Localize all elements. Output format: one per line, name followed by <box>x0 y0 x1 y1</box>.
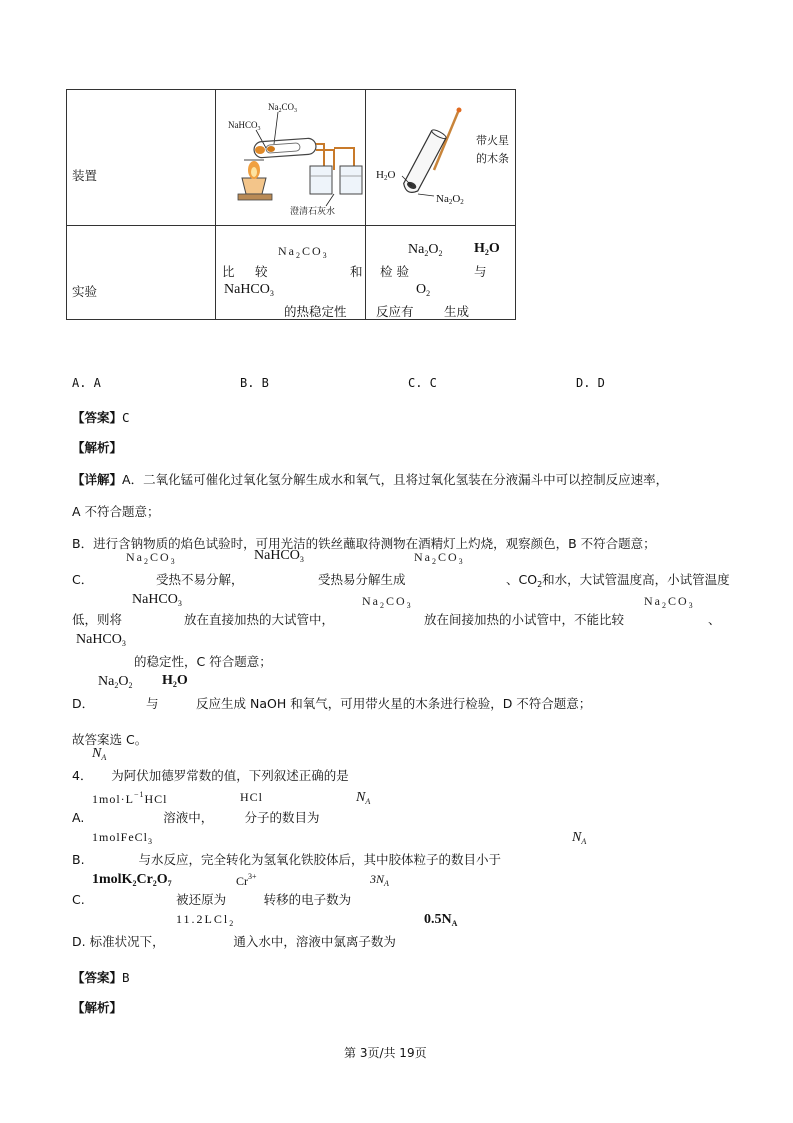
detail-c-line3: 的稳定性，C 符合题意； <box>134 654 272 669</box>
nahco3-formula-c2: NaHCO$_3$ <box>132 592 182 608</box>
na2o2-formula-d: $Na_2O_2$ <box>98 674 133 690</box>
detail-c-line1: C． 受热不易分解， 受热易分解生成 、$CO_2$和水，大试管温度高，小试管温度 <box>72 572 730 589</box>
heating-apparatus-diagram <box>216 90 365 226</box>
nahco3-formula-c1: NaHCO$_3$ <box>254 548 304 564</box>
apparatus-table <box>66 89 516 320</box>
experiment-d-cell <box>366 226 516 320</box>
generate-text: 生成 <box>444 304 470 319</box>
q4-option-a: A. 溶液中， 分子的数目为 <box>72 810 320 825</box>
na2o2-test-diagram <box>366 90 515 226</box>
q4-c-3na: $3N_A$ <box>370 872 389 888</box>
answer-2: 【答案】B <box>72 970 130 985</box>
na2co3-formula-c2: $Na_2CO_3$ <box>414 550 465 566</box>
q4-option-d: D. 标准状况下， 通入水中，溶液中氯离子数为 <box>72 934 396 949</box>
q4-c-formula: $1molK_2Cr_2O_7$ <box>92 872 172 888</box>
h2o-formula: $H_2O$ <box>474 241 500 257</box>
svg-text:Na2O2: Na2O2 <box>436 193 464 206</box>
option-a: A. A <box>72 376 101 390</box>
row-label-cell <box>67 90 216 226</box>
detail-a-line2: A 不符合题意； <box>72 504 160 519</box>
page-footer: 第 3页/共 19页 <box>344 1046 427 1060</box>
react-text: 反应有 <box>376 304 414 319</box>
compare-text: 比 较 <box>222 264 272 279</box>
option-d: D. D <box>576 376 605 390</box>
svg-text:Na2CO3: $Na_2CO_3$ <box>268 102 298 114</box>
row-label-cell-2 <box>67 226 216 320</box>
q4-a-hcl: HCl <box>240 790 264 804</box>
na2co3-formula-c4: $Na_2CO_3$ <box>644 594 695 610</box>
q4-b-na: $N_A$ <box>572 830 587 846</box>
analysis-1-heading: 【解析】 <box>72 440 123 455</box>
o2-formula: $O_2$ <box>416 282 431 298</box>
detail-d-line: D． 与 反应生成 NaOH 和氧气，可用带火星的木条进行检验，D 不符合题意； <box>72 696 592 711</box>
conclusion: 故答案选 C。 <box>72 732 148 747</box>
svg-text:的木条: 的木条 <box>476 152 509 165</box>
detail-a-line1: 【详解】A．二氧化锰可催化过氧化氢分解生成水和氧气，且将过氧化氢装在分液漏斗中可以控制反应速率， <box>72 472 669 487</box>
with-text: 与 <box>474 264 487 279</box>
q4-a-formula: $1mol\cdot L^{-1}HCl$ <box>92 790 168 806</box>
detail-c-t2: 受热易分解生成 <box>318 572 406 587</box>
and-text: 和 <box>350 264 363 279</box>
check-text: 检验 <box>380 264 414 279</box>
q4-d-05na: $0.5N_A$ <box>424 912 458 928</box>
h2o-formula-d: $H_2O$ <box>162 673 188 689</box>
q4-stem: 4． 为阿伏加德罗常数的值，下列叙述正确的是 <box>72 768 349 783</box>
nahco3-formula-c3: NaHCO$_3$ <box>76 632 126 648</box>
row1-label: 装置 <box>72 168 98 183</box>
q4-option-c: C. 被还原为 转移的电子数为 <box>72 892 352 907</box>
apparatus-d-cell <box>366 90 516 226</box>
q4-c-cr: $Cr^{3+}$ <box>236 872 257 888</box>
na2co3-formula-c1: $Na_2CO_3$ <box>126 550 177 566</box>
q4-a-na: $N_A$ <box>356 790 371 806</box>
svg-text:NaHCO3: NaHCO$_3$ <box>228 120 261 132</box>
q4-d-formula: 11.2LCl$_2$ <box>176 912 236 928</box>
detail-c-line2: 低，则将 放在直接加热的大试管中， 放在间接加热的小试管中，不能比较 、 <box>72 612 721 627</box>
svg-text:H2O: H2O <box>376 169 396 182</box>
thermal-stability-text: 的热稳定性 <box>284 304 347 319</box>
option-c: C. C <box>408 376 437 390</box>
na-symbol: $N_A$ <box>92 746 107 762</box>
analysis-2-heading: 【解析】 <box>72 1000 123 1015</box>
q4-b-formula: 1molFeCl$_3$ <box>92 830 154 846</box>
apparatus-c-cell <box>216 90 366 226</box>
option-b: B. B <box>240 376 269 390</box>
svg-text:澄清石灰水: 澄清石灰水 <box>290 207 336 217</box>
answer-1: 【答案】C <box>72 410 130 425</box>
experiment-c-cell <box>216 226 366 320</box>
na2co3-formula: $Na_2CO_3$ <box>278 244 329 260</box>
nahco3-formula: NaHCO$_3$ <box>224 282 274 298</box>
svg-text:带火星: 带火星 <box>476 134 509 147</box>
na2o2-formula: $Na_2O_2$ <box>408 242 443 258</box>
row2-label: 实验 <box>72 284 98 299</box>
na2co3-formula-c3: $Na_2CO_3$ <box>362 594 413 610</box>
detail-b-line: B．进行含钠物质的焰色试验时，可用光洁的铁丝蘸取待测物在酒精灯上灼烧，观察颜色，B 不符合题意； <box>72 536 656 551</box>
q4-option-b: B. 与水反应，完全转化为氢氧化铁胶体后，其中胶体粒子的数目小于 <box>72 852 502 867</box>
